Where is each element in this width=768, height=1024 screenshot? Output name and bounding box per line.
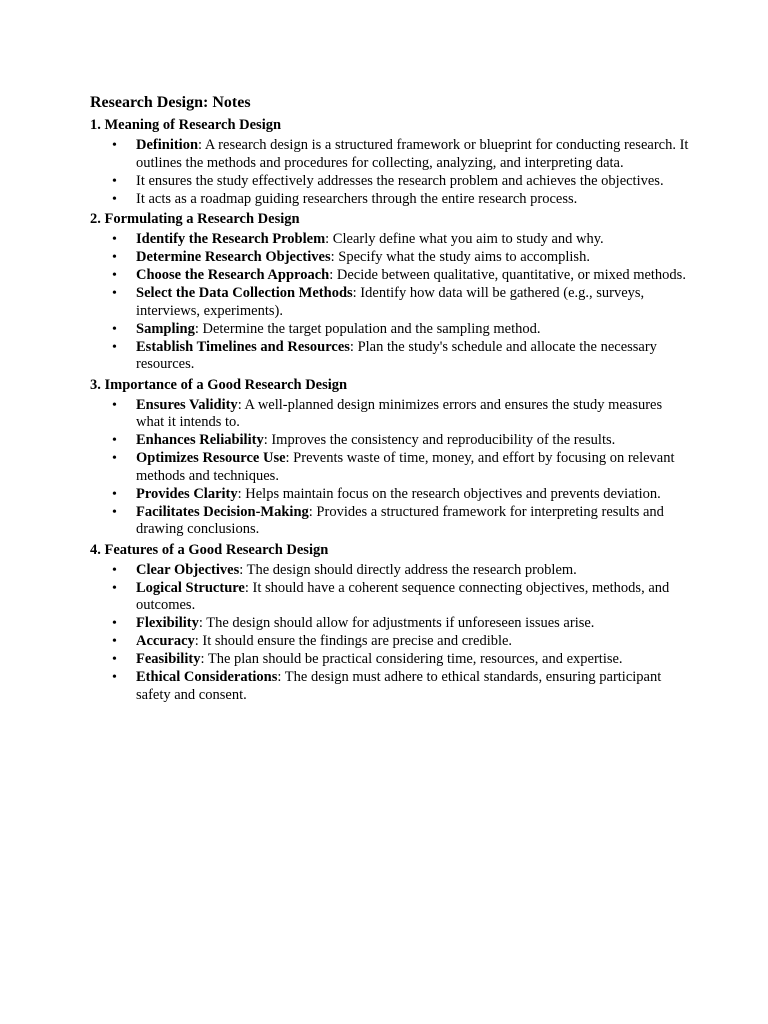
item-term: Enhances Reliability [136, 432, 264, 448]
item-term: Select the Data Collection Methods [136, 285, 353, 301]
item-term: Establish Timelines and Resources [136, 338, 350, 355]
list-item [90, 562, 690, 580]
bullet-list [90, 137, 690, 208]
section [90, 117, 690, 208]
bullet-icon: • [112, 191, 117, 207]
list-item [90, 231, 690, 249]
item-text: : Prevents waste of time, money, and effort by focusing on relevant methods and techniques. [136, 450, 675, 484]
list-item [90, 615, 690, 633]
list-item [90, 339, 690, 374]
item-text: : Provides a structured framework for interpreting results and drawing conclusions. [136, 503, 664, 537]
item-term: Sampling [136, 320, 195, 337]
item-text: It acts as a roadmap guiding researchers through the entire research process. [136, 190, 578, 207]
item-text: : It should have a coherent sequence connecting objectives, methods, and outcomes. [136, 579, 670, 613]
list-item [90, 669, 690, 704]
item-text: : It should ensure the findings are precise and credible. [194, 633, 513, 649]
item-text: : The design must adhere to ethical standards, ensuring participant safety and consent. [136, 669, 662, 703]
item-text: : Identify how data will be gathered (e.g., surveys, interviews, experiments). [136, 285, 645, 319]
item-term: Definition [136, 137, 199, 153]
bullet-icon: • [112, 486, 117, 502]
item-term: Ensures Validity [136, 396, 238, 413]
item-text: : Helps maintain focus on the research objectives and prevents deviation. [237, 485, 661, 502]
item-term: Identify the Research Problem [136, 231, 326, 247]
item-text: : The design should directly address the research problem. [239, 561, 577, 578]
list-item [90, 249, 690, 267]
bullet-icon: • [112, 433, 117, 448]
item-text: : Improves the consistency and reproducibility of the results. [263, 432, 616, 448]
bullet-icon: • [112, 580, 117, 596]
list-item [90, 285, 690, 320]
section [90, 377, 690, 539]
bullet-list [90, 231, 690, 374]
document-page [90, 93, 690, 707]
item-text: : Decide between qualitative, quantitative, or mixed methods. [329, 267, 686, 283]
item-text: : Clearly define what you aim to study and why. [325, 231, 604, 247]
item-text: : Plan the study's schedule and allocate the necessary resources. [136, 338, 657, 372]
item-text: : Specify what the study aims to accomplish. [330, 249, 590, 265]
bullet-icon: • [112, 268, 117, 283]
bullet-icon: • [112, 616, 117, 631]
item-term: Logical Structure [136, 579, 245, 596]
document-title: Research Design: Notes [90, 94, 251, 111]
bullet-list [90, 562, 690, 705]
bullet-icon: • [112, 670, 117, 685]
section-heading: 2. Formulating a Research Design [90, 211, 300, 227]
section-heading: 1. Meaning of Research Design [90, 117, 282, 133]
list-item [90, 450, 690, 485]
list-item [90, 580, 690, 615]
bullet-icon: • [112, 321, 117, 337]
bullet-icon: • [112, 339, 117, 355]
list-item [90, 486, 690, 504]
item-term: Optimizes Resource Use [136, 450, 286, 466]
bullet-icon: • [112, 634, 117, 649]
bullet-icon: • [112, 397, 117, 413]
list-item [90, 267, 690, 285]
item-term: Facilitates Decision-Making [136, 503, 309, 520]
bullet-icon: • [112, 138, 117, 153]
list-item [90, 137, 690, 172]
item-term: Provides Clarity [136, 485, 238, 502]
document-sections [90, 117, 690, 704]
section [90, 542, 690, 705]
bullet-icon: • [112, 451, 117, 466]
list-item [90, 321, 690, 339]
list-item [90, 504, 690, 539]
item-term: Clear Objectives [136, 561, 240, 578]
bullet-icon: • [112, 173, 117, 189]
list-item [90, 397, 690, 432]
list-item [90, 651, 690, 669]
list-item [90, 173, 690, 191]
item-term: Flexibility [136, 615, 199, 631]
bullet-icon: • [112, 250, 117, 265]
item-term: Ethical Considerations [136, 669, 278, 685]
section-heading: 4. Features of a Good Research Design [90, 541, 329, 558]
bullet-list [90, 397, 690, 539]
list-item [90, 191, 690, 209]
section [90, 211, 690, 374]
bullet-icon: • [112, 286, 117, 301]
item-text: : A research design is a structured framework or blueprint for conducting research. It outlines the methods and procedures for collecting, analyzing, and interpreting data. [136, 137, 689, 171]
item-term: Feasibility [136, 651, 201, 667]
list-item [90, 633, 690, 651]
item-text: It ensures the study effectively addresses the research problem and achieves the objectives. [136, 172, 664, 189]
item-text: : Determine the target population and the sampling method. [194, 320, 541, 337]
item-term: Accuracy [136, 633, 195, 649]
bullet-icon: • [112, 232, 117, 247]
bullet-icon: • [112, 562, 117, 578]
bullet-icon: • [112, 504, 117, 520]
item-text: : The design should allow for adjustments if unforeseen issues arise. [198, 615, 595, 631]
bullet-icon: • [112, 652, 117, 667]
list-item [90, 432, 690, 450]
item-term: Determine Research Objectives [136, 249, 331, 265]
section-heading: 3. Importance of a Good Research Design [90, 376, 348, 393]
item-text: : A well-planned design minimizes errors and ensures the study measures what it intends to. [136, 396, 663, 430]
item-term: Choose the Research Approach [136, 267, 330, 283]
item-text: : The plan should be practical considering time, resources, and expertise. [200, 651, 623, 667]
